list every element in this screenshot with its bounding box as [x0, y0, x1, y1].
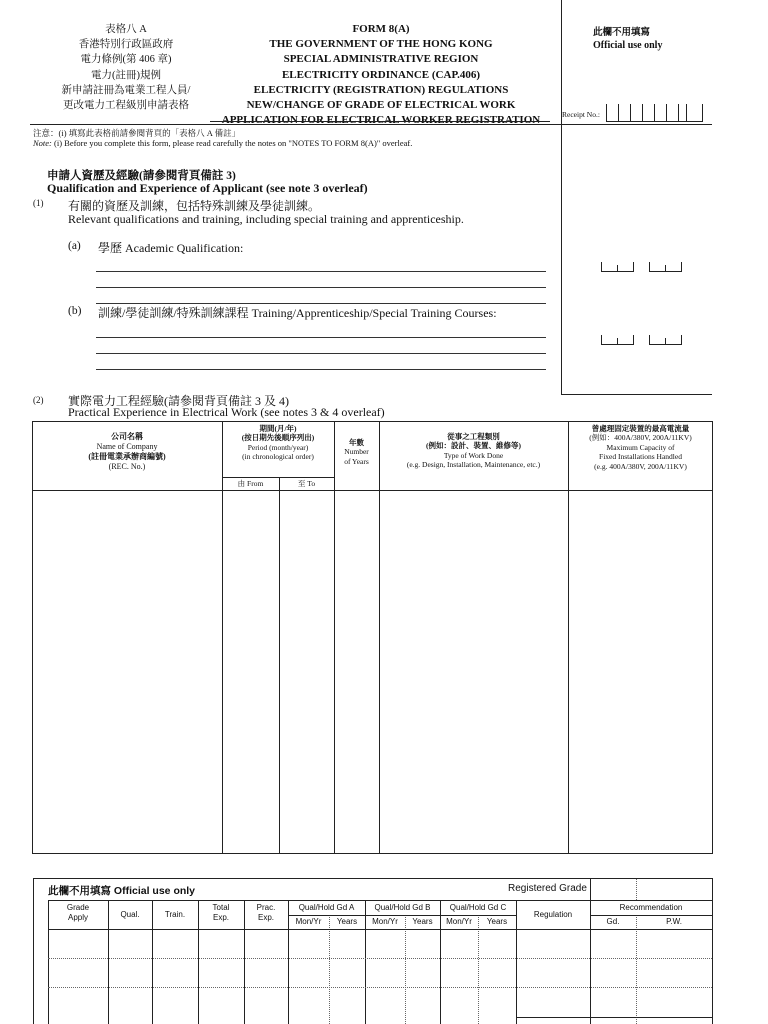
official-use-zh: 此欄不用填寫	[593, 28, 651, 38]
academic-qualification-label: 學歷 Academic Qualification:	[98, 241, 244, 255]
ordinance-en: ELECTRICITY ORDINANCE (CAP.406)	[281, 68, 481, 81]
capacity-header: 曾處理固定裝置的最高電流量 (例如：400A/380V, 200A/11KV) Maximum Capacity of Fixed Installations Handled (e.g. 400A/380V, 200A/11KV)	[589, 424, 692, 471]
receipt-number-boxes	[606, 104, 702, 122]
item2-number: (2)	[33, 395, 44, 405]
section-title-en: Qualification and Experience of Applicant (see note 3 overleaf)	[47, 181, 368, 195]
company-header: 公司名稱 Name of Company (註冊電業承辦商編號) (REC. No.)	[88, 432, 166, 471]
note-en	[33, 138, 412, 148]
gd-c-header: Qual/Hold Gd C	[449, 903, 507, 912]
gd-a-years: Years	[336, 917, 358, 926]
note-en-text: (i) Before you complete this form, please read carefully the notes on "NOTES TO FORM 8(A)" overleaf.	[54, 138, 413, 148]
official-use-en: Official use only	[593, 40, 663, 51]
recommendation-gd: Gd.	[606, 917, 620, 926]
academic-code-box-1	[601, 262, 633, 272]
note-en-label: Note:	[33, 138, 52, 148]
period-header: 期間(月/年) (按日期先後順序列出) Period (month/year) (in chronological order)	[241, 424, 315, 462]
prac-exp-header: Prac. Exp.	[256, 903, 276, 922]
recommendation-pw: P.W.	[666, 917, 682, 926]
region-en: SPECIAL ADMINISTRATIVE REGION	[283, 53, 479, 66]
form-number-en: FORM 8(A)	[352, 23, 410, 35]
academic-label: (a)	[68, 240, 81, 252]
regulation-header: Regulation	[533, 910, 573, 919]
header-chinese-block	[40, 22, 212, 113]
work-type-header: 從事之工程類別 (例如：設計、裝置、維修等) Type of Work Done (e.g. Design, Installation, Maintenance, etc.)	[406, 432, 541, 470]
application-zh-line2: 更改電力工程級別申請表格	[63, 100, 189, 112]
academic-code-box-2	[649, 262, 681, 272]
gd-c-mon-yr: Mon/Yr	[446, 917, 472, 926]
gd-c-years: Years	[486, 917, 508, 926]
note-zh: 注意：(i) 填寫此表格前請參閱背頁的「表格八 A 備註」	[33, 128, 241, 138]
training-code-box-2	[649, 335, 681, 345]
gd-a-mon-yr: Mon/Yr	[295, 917, 322, 926]
application-zh-line1: 新申請註冊為電業工程人員/	[61, 84, 191, 96]
training-line-2[interactable]	[96, 353, 546, 354]
gd-b-years: Years	[412, 917, 433, 926]
government-zh: 香港特別行政區政府	[78, 39, 174, 51]
period-from-header: 由 From	[237, 479, 264, 488]
item1-number: (1)	[33, 198, 44, 208]
academic-line-1[interactable]	[96, 271, 546, 272]
ordinance-zh: 電力條例(第 406 章)	[80, 54, 172, 66]
official-box-left-border	[561, 0, 562, 394]
section-title-zh: 申請人資歷及經驗(請參閱背頁備註 3)	[47, 170, 236, 182]
training-line-1[interactable]	[96, 337, 546, 338]
header-english-block	[206, 22, 556, 128]
form-number-zh: 表格八 A	[105, 24, 147, 35]
training-code-box-1	[601, 335, 633, 345]
experience-table	[32, 421, 713, 854]
recommendation-header: Recommendation	[619, 903, 683, 912]
item1-en: Relevant qualifications and training, including special training and apprenticeship.	[68, 212, 464, 226]
experience-table-header-rule	[32, 490, 713, 491]
government-en: THE GOVERNMENT OF THE HONG KONG	[269, 38, 493, 51]
item1-zh: 有關的資歷及訓練，包括特殊訓練及學徒訓練。	[68, 199, 321, 213]
qual-header: Qual.	[120, 910, 140, 919]
item2-zh: 實際電力工程經驗(請參閱背頁備註 3 及 4)	[68, 394, 289, 408]
gd-a-header: Qual/Hold Gd A	[298, 903, 355, 912]
academic-line-2[interactable]	[96, 287, 546, 288]
period-to-header: 至 To	[297, 479, 316, 488]
official-box-bottom-border	[561, 394, 712, 395]
title-underline	[210, 121, 550, 122]
official-table-title: 此欄不用填寫 Official use only	[48, 885, 196, 897]
item2-en: Practical Experience in Electrical Work (see notes 3 & 4 overleaf)	[68, 405, 385, 419]
grade-apply-header: Grade Apply	[66, 903, 90, 922]
receipt-label: Receipt No.:	[562, 110, 600, 119]
training-label: (b)	[68, 305, 82, 317]
application-en: APPLICATION FOR ELECTRICAL WORKER REGISTRATION	[221, 114, 541, 127]
gd-b-header: Qual/Hold Gd B	[374, 903, 431, 912]
header-bottom-rule	[30, 124, 712, 125]
regulation-zh: 電力(註冊)規例	[91, 69, 161, 81]
train-header: Train.	[164, 910, 186, 919]
regulations-en: ELECTRICITY (REGISTRATION) REGULATIONS	[253, 83, 509, 96]
registered-grade-label: Registered Grade	[508, 883, 587, 894]
gd-b-mon-yr: Mon/Yr	[372, 917, 398, 926]
training-courses-label: 訓練/學徒訓練/特殊訓練課程 Training/Apprenticeship/Special Training Courses:	[98, 306, 497, 320]
change-grade-en: NEW/CHANGE OF GRADE OF ELECTRICAL WORK	[246, 99, 516, 112]
total-exp-header: Total Exp.	[212, 903, 230, 922]
years-header: 年數 Number of Years	[344, 438, 369, 466]
training-line-3[interactable]	[96, 369, 546, 370]
